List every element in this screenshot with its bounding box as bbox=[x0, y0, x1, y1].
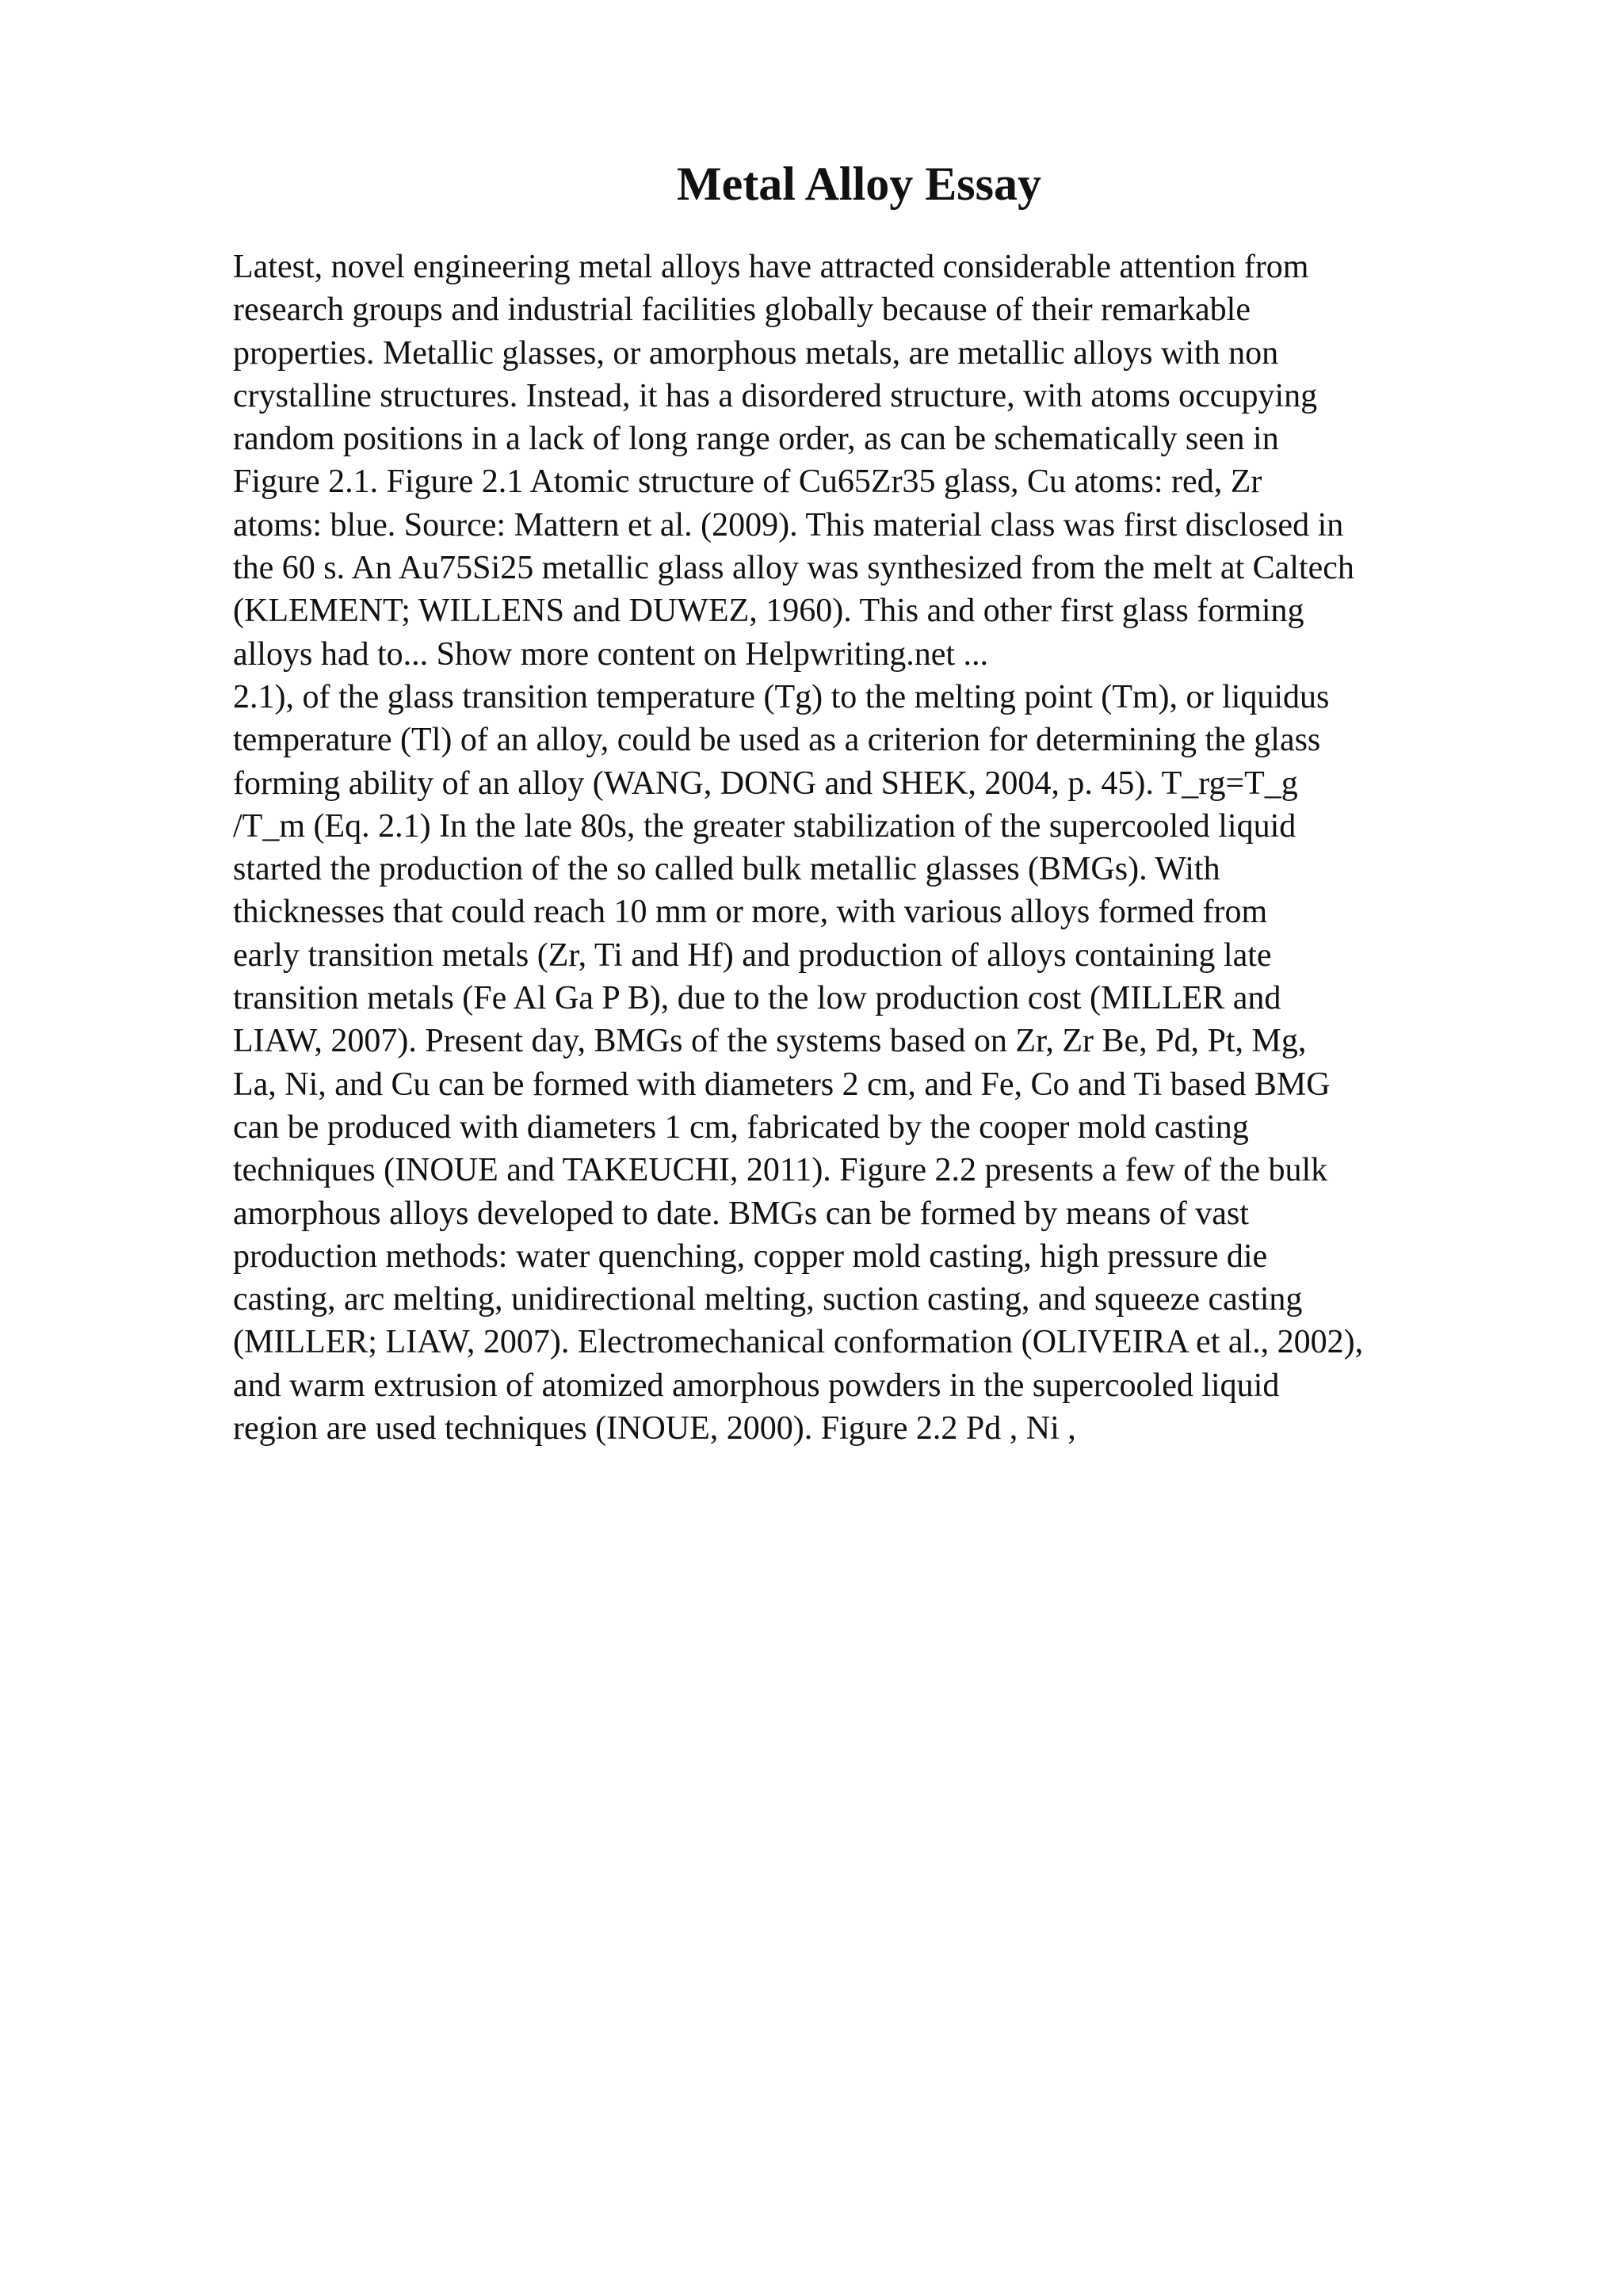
body-line: (KLEMENT; WILLENS and DUWEZ, 1960). This and other first glass forming bbox=[233, 593, 1304, 630]
body-line: forming ability of an alloy (WANG, DONG and SHEK, 2004, p. 45). T_rg=T_g bbox=[233, 765, 1298, 802]
body-line: started the production of the so called bulk metallic glasses (BMGs). With bbox=[233, 851, 1220, 888]
show-more-line: alloys had to... Show more content on Helpwriting.net ... bbox=[233, 635, 989, 673]
body-line: thicknesses that could reach 10 mm or more, with various alloys formed from bbox=[233, 894, 1268, 931]
body-line: Latest, novel engineering metal alloys have attracted considerable attention from bbox=[233, 249, 1309, 285]
body-line: casting, arc melting, unidirectional melting, suction casting, and squeeze casting bbox=[233, 1281, 1303, 1318]
body-line: the 60 s. An Au75Si25 metallic glass alloy was synthesized from the melt at Caltech bbox=[233, 550, 1354, 587]
body-line: La, Ni, and Cu can be formed with diameters 2 cm, and Fe, Co and Ti based BMG bbox=[233, 1066, 1331, 1103]
body-line: properties. Metallic glasses, or amorphous metals, are metallic alloys with non bbox=[233, 334, 1279, 372]
page-title: Metal Alloy Essay bbox=[677, 158, 1041, 210]
body-line: Figure 2.1. Figure 2.1 Atomic structure of Cu65Zr35 glass, Cu atoms: red, Zr bbox=[233, 463, 1262, 501]
body-line: 2.1), of the glass transition temperature (Tg) to the melting point (Tm), or liquidus bbox=[233, 678, 1330, 715]
body-line: early transition metals (Zr, Ti and Hf) and production of alloys containing late bbox=[233, 936, 1272, 974]
body-line: temperature (Tl) of an alloy, could be used as a criterion for determining the glass bbox=[233, 722, 1321, 759]
body-line: crystalline structures. Instead, it has a disordered structure, with atoms occupying bbox=[233, 377, 1318, 414]
body-line: transition metals (Fe Al Ga P B), due to the low production cost (MILLER and bbox=[233, 980, 1281, 1017]
body-line: can be produced with diameters 1 cm, fabricated by the cooper mold casting bbox=[233, 1108, 1249, 1146]
essay-body bbox=[233, 246, 1517, 1450]
body-line: amorphous alloys developed to date. BMGs can be formed by means of vast bbox=[233, 1195, 1249, 1232]
body-line: random positions in a lack of long range order, as can be schematically seen in bbox=[233, 421, 1279, 458]
body-line: production methods: water quenching, copper mold casting, high pressure die bbox=[233, 1238, 1268, 1275]
body-line: research groups and industrial facilities globally because of their remarkable bbox=[233, 292, 1251, 329]
body-line: techniques (INOUE and TAKEUCHI, 2011). Figure 2.2 presents a few of the bulk bbox=[233, 1152, 1328, 1189]
title-container bbox=[233, 152, 1485, 215]
body-line: region are used techniques (INOUE, 2000). Figure 2.2 Pd , Ni , bbox=[233, 1410, 1076, 1447]
body-line: (MILLER; LIAW, 2007). Electromechanical conformation (OLIVEIRA et al., 2002), bbox=[233, 1324, 1364, 1361]
body-line: LIAW, 2007). Present day, BMGs of the systems based on Zr, Zr Be, Pd, Pt, Mg, bbox=[233, 1023, 1307, 1060]
body-line: and warm extrusion of atomized amorphous powders in the supercooled liquid bbox=[233, 1367, 1280, 1404]
body-line: /T_m (Eq. 2.1) In the late 80s, the greater stabilization of the supercooled liquid bbox=[233, 807, 1296, 845]
body-line: atoms: blue. Source: Mattern et al. (2009). This material class was first disclosed in bbox=[233, 506, 1344, 543]
